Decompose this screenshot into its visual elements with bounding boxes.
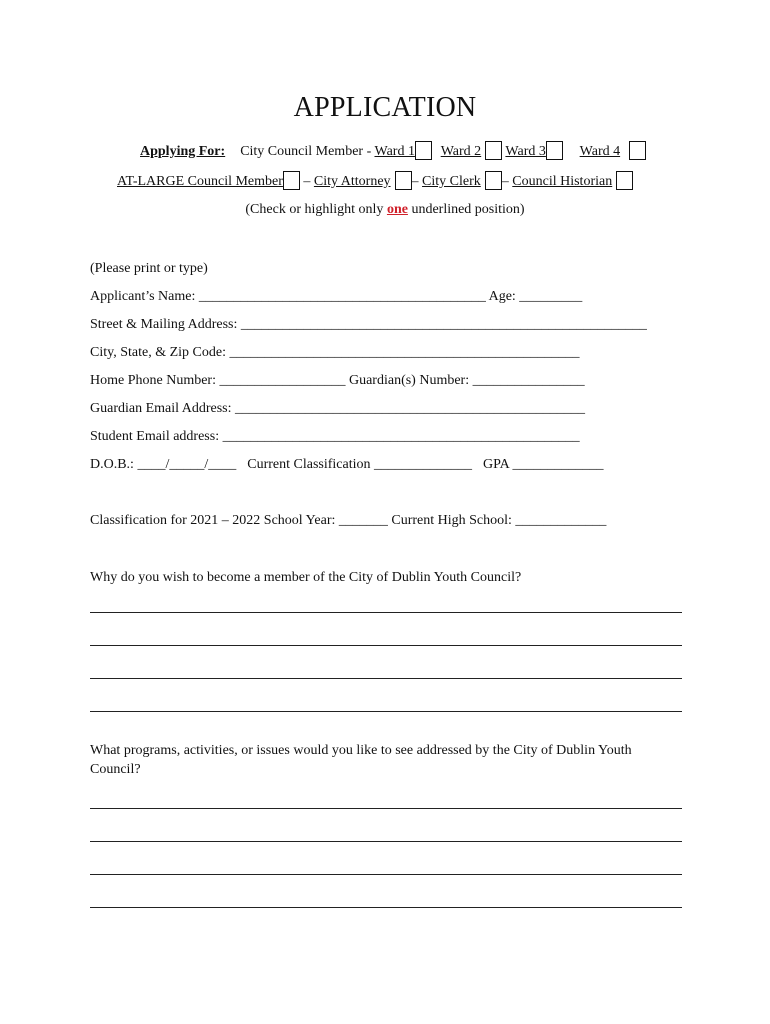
street-address-field[interactable]: Street & Mailing Address: __________________________________________________________: [90, 317, 647, 332]
selection-note: [0, 201, 770, 219]
note-emphasis-one: one: [386, 202, 408, 217]
at-large-label: AT-LARGE Council Member: [117, 174, 283, 189]
answer-2-line-3[interactable]: [90, 874, 682, 875]
dob-field[interactable]: D.O.B.: ____/_____/____: [90, 457, 237, 472]
applying-for-row: [140, 141, 646, 161]
question-2-line-1: What programs, activities, or issues would you like to see addressed by the City of Dublin Youth: [90, 743, 632, 758]
phone-numbers-field[interactable]: Home Phone Number: __________________ Guardian(s) Number: ________________: [90, 373, 585, 388]
note-text-pre: (Check or highlight only: [245, 202, 387, 217]
page-title: APPLICATION: [293, 92, 477, 123]
council-historian-label: Council Historian: [512, 174, 613, 189]
print-note: (Please print or type): [90, 261, 208, 276]
city-attorney-checkbox[interactable]: [395, 171, 412, 190]
ward-3-label: Ward 3: [505, 144, 546, 159]
applicant-name-field[interactable]: Applicant’s Name: _________________________________________ Age: _________: [90, 289, 583, 304]
city-attorney-label: City Attorney: [313, 174, 391, 189]
dash-1: –: [303, 174, 311, 189]
question-1: Why do you wish to become a member of the City of Dublin Youth Council?: [90, 570, 522, 585]
dash-3: –: [501, 174, 509, 189]
city-council-member-label: City Council Member -: [240, 144, 372, 159]
applying-for-label: Applying For:: [140, 144, 226, 159]
ward-1-label: Ward 1: [374, 144, 415, 159]
answer-1-line-1[interactable]: [90, 612, 682, 613]
answer-1-line-2[interactable]: [90, 645, 682, 646]
city-clerk-checkbox[interactable]: [485, 171, 502, 190]
ward-3-checkbox[interactable]: [546, 141, 563, 160]
dob-row: [90, 456, 603, 474]
city-state-zip-field[interactable]: City, State, & Zip Code: __________________________________________________: [90, 345, 580, 360]
question-2-line-2: Council?: [90, 762, 141, 777]
answer-2-line-1[interactable]: [90, 808, 682, 809]
council-historian-checkbox[interactable]: [616, 171, 633, 190]
guardian-email-field[interactable]: Guardian Email Address: __________________________________________________: [90, 401, 586, 416]
student-email-field[interactable]: Student Email address: ___________________________________________________: [90, 429, 580, 444]
answer-1-line-3[interactable]: [90, 678, 682, 679]
ward-2-checkbox[interactable]: [485, 141, 502, 160]
ward-1-checkbox[interactable]: [415, 141, 432, 160]
classification-year-field[interactable]: Classification for 2021 – 2022 School Year: _______ Current High School: _____________: [90, 513, 607, 528]
ward-4-label: Ward 4: [579, 144, 621, 159]
positions-row: [117, 171, 633, 191]
answer-2-line-2[interactable]: [90, 841, 682, 842]
answer-1-line-4[interactable]: [90, 711, 682, 712]
ward-2-label: Ward 2: [440, 144, 482, 159]
gpa-field[interactable]: GPA _____________: [483, 457, 604, 472]
city-clerk-label: City Clerk: [422, 174, 481, 189]
dash-2: –: [411, 174, 419, 189]
current-classification-field[interactable]: Current Classification ______________: [247, 457, 472, 472]
note-text-post: underlined position): [407, 202, 525, 217]
at-large-checkbox[interactable]: [283, 171, 300, 190]
answer-2-line-4[interactable]: [90, 907, 682, 908]
ward-4-checkbox[interactable]: [629, 141, 646, 160]
